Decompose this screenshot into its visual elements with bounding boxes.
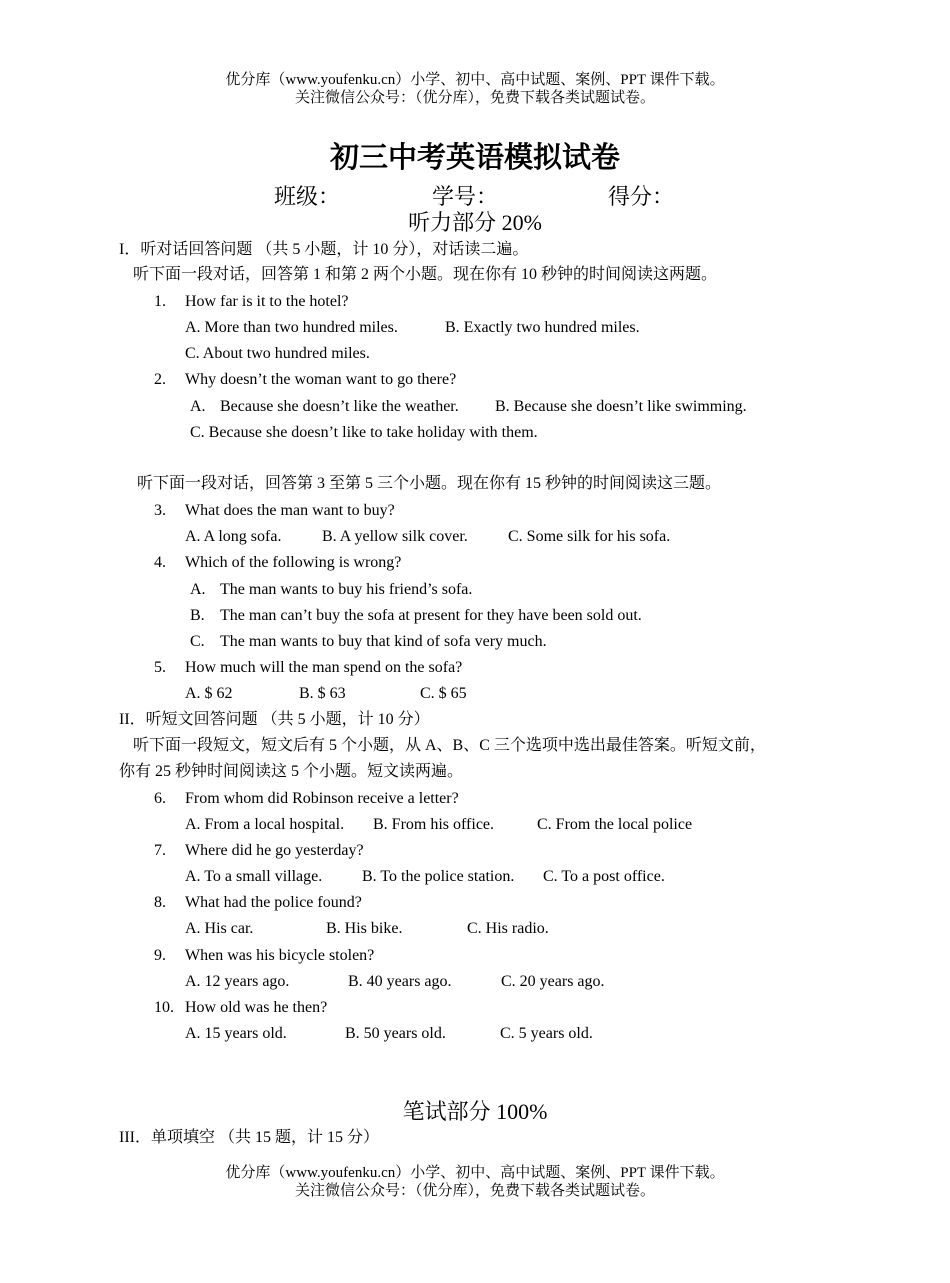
question-7-option-b: B. To the police station. <box>362 868 515 885</box>
question-text: What does the man want to buy? <box>185 502 395 519</box>
header-line-2: 关注微信公众号：（优分库），免费下载各类试题试卷。 <box>294 90 655 106</box>
question-number: 8. <box>154 894 166 911</box>
question-8-option-a: A. His car. <box>185 920 254 937</box>
question-number: 1. <box>154 293 166 310</box>
footer-line-2: 关注微信公众号：（优分库），免费下载各类试题试卷。 <box>294 1183 655 1199</box>
question-6-option-c: C. From the local police <box>537 816 693 833</box>
question-1-option-b: B. Exactly two hundred miles. <box>445 319 640 336</box>
part-2-heading: II．听短文回答问题 （共 5 小题，计 10 分） <box>119 711 430 728</box>
question-10-option-a: A. 15 years old. <box>185 1025 287 1042</box>
option-text: The man wants to buy his friend’s sofa. <box>220 581 473 598</box>
question-text: From whom did Robinson receive a letter? <box>185 790 459 807</box>
question-text: What had the police found? <box>185 894 362 911</box>
part-2-instruction-1: 听下面一段短文，短文后有 5 个小题，从 A、B、C 三个选项中选出最佳答案。听短文前， <box>133 737 766 754</box>
question-number: 9. <box>154 947 166 964</box>
question-number: 6. <box>154 790 166 807</box>
option-text: Because she doesn’t like the weather. <box>220 398 459 415</box>
question-text: Why doesn’t the woman want to go there? <box>185 371 457 388</box>
question-10-option-c: C. 5 years old. <box>500 1025 593 1042</box>
question-3-option-a: A. A long sofa. <box>185 528 282 545</box>
question-number: 7. <box>154 842 166 859</box>
question-6-option-b: B. From his office. <box>373 816 495 833</box>
listening-section-title: 听力部分 20% <box>408 210 542 235</box>
question-text: How far is it to the hotel? <box>185 293 349 310</box>
class-field-label: 班级： <box>274 184 341 209</box>
question-3-option-b: B. A yellow silk cover. <box>322 528 468 545</box>
question-text: Where did he go yesterday? <box>185 842 364 859</box>
question-1-option-c: C. About two hundred miles. <box>185 345 370 362</box>
question-8-option-c: C. His radio. <box>467 920 549 937</box>
question-1-option-a: A. More than two hundred miles. <box>185 319 398 336</box>
question-7-option-a: A. To a small village. <box>185 868 323 885</box>
question-text: How much will the man spend on the sofa? <box>185 659 463 676</box>
question-6-option-a: A. From a local hospital. <box>185 816 345 833</box>
question-text: How old was he then? <box>185 999 328 1016</box>
question-number: 2. <box>154 371 166 388</box>
option-text: The man wants to buy that kind of sofa very much. <box>220 633 547 650</box>
question-9-option-c: C. 20 years ago. <box>501 973 605 990</box>
question-2-option-b: B. Because she doesn’t like swimming. <box>495 398 747 415</box>
written-section-title: 笔试部分 100% <box>402 1099 548 1124</box>
question-5-option-c: C. $ 65 <box>420 685 467 702</box>
question-text: When was his bicycle stolen? <box>185 947 375 964</box>
question-number: 4. <box>154 554 166 571</box>
question-2-option-c: C. Because she doesn’t like to take holiday with them. <box>190 424 538 441</box>
option-letter: A. <box>190 581 206 598</box>
part-1-heading: I．听对话回答问题 （共 5 小题，计 10 分），对话读二遍。 <box>119 241 529 258</box>
option-letter: C. <box>190 633 205 650</box>
part-1-instruction-1: 听下面一段对话，回答第 1 和第 2 两个小题。现在你有 10 秒钟的时间阅读这两题。 <box>133 266 718 283</box>
question-3-option-c: C. Some silk for his sofa. <box>508 528 671 545</box>
part-1-instruction-2: 听下面一段对话，回答第 3 至第 5 三个小题。现在你有 15 秒钟的时间阅读这三题。 <box>137 475 722 492</box>
question-number: 10. <box>154 999 174 1016</box>
question-10-option-b: B. 50 years old. <box>345 1025 446 1042</box>
option-letter: B. <box>190 607 205 624</box>
header-line-1: 优分库（www.youfenku.cn）小学、初中、高中试题、案例、PPT 课件下载。 <box>225 72 725 88</box>
option-text: The man can’t buy the sofa at present for they have been sold out. <box>220 607 642 624</box>
question-number: 3. <box>154 502 166 519</box>
question-9-option-a: A. 12 years ago. <box>185 973 290 990</box>
question-text: Which of the following is wrong? <box>185 554 402 571</box>
footer-line-1: 优分库（www.youfenku.cn）小学、初中、高中试题、案例、PPT 课件下载。 <box>225 1165 725 1181</box>
question-5-option-a: A. $ 62 <box>185 685 233 702</box>
part-2-instruction-2: 你有 25 秒钟时间阅读这 5 个小题。短文读两遍。 <box>119 763 464 780</box>
question-8-option-b: B. His bike. <box>326 920 403 937</box>
question-number: 5. <box>154 659 166 676</box>
question-5-option-b: B. $ 63 <box>299 685 346 702</box>
question-9-option-b: B. 40 years ago. <box>348 973 452 990</box>
option-letter: A. <box>190 398 206 415</box>
question-7-option-c: C. To a post office. <box>543 868 665 885</box>
page-title: 初三中考英语模拟试卷 <box>329 142 620 174</box>
part-3-heading: III．单项填空 （共 15 题，计 15 分） <box>119 1129 379 1146</box>
student-number-field-label: 学号： <box>432 184 499 209</box>
score-field-label: 得分： <box>608 184 675 209</box>
